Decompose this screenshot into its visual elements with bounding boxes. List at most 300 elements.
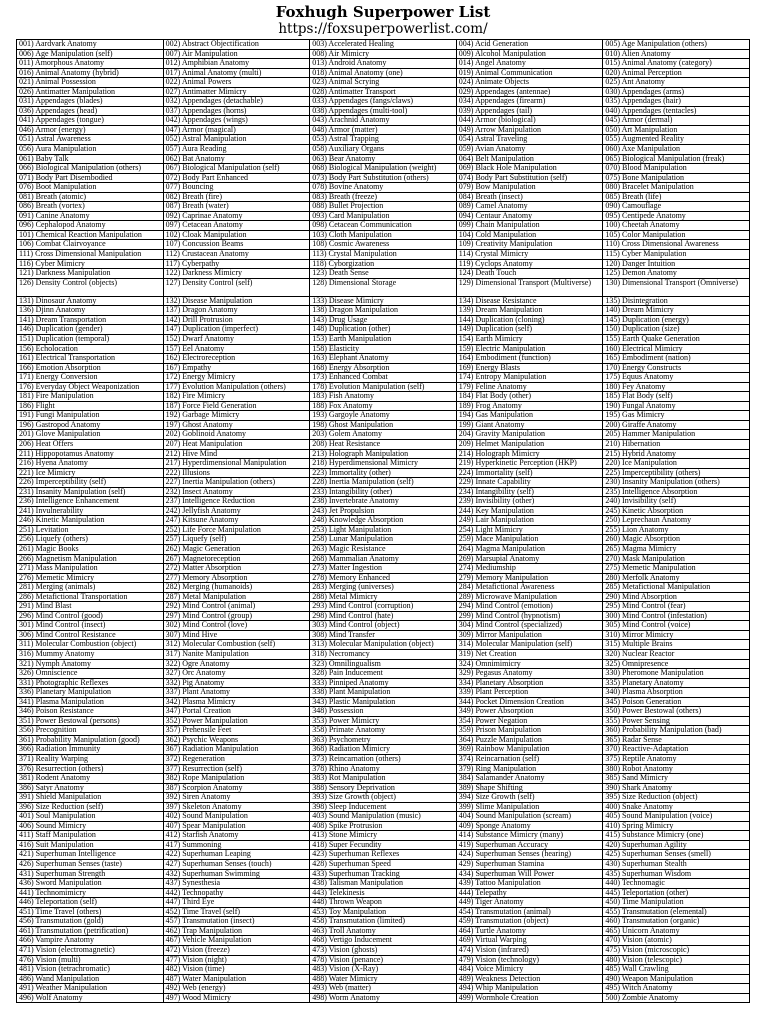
table-row [17, 125, 750, 135]
table-cell: 208) Heat Resistance [310, 439, 457, 449]
table-cell: 392) Siren Anatomy [163, 793, 310, 803]
table-row [17, 59, 750, 69]
table-cell: 083) Breath (freeze) [310, 192, 457, 202]
table-row [17, 78, 750, 88]
table-cell: 278) Memory Enhanced [310, 573, 457, 583]
table-cell: 469) Virtual Warping [456, 936, 603, 946]
table-cell: 151) Duplication (temporal) [17, 334, 164, 344]
table-cell: 322) Ogre Anatomy [163, 659, 310, 669]
table-cell: 216) Hyena Anatomy [17, 459, 164, 469]
table-cell: 124) Death Touch [456, 269, 603, 279]
table-cell: 116) Cyber Mimicry [17, 259, 164, 269]
table-cell: 104) Cold Manipulation [456, 230, 603, 240]
table-cell: 101) Chemical Reaction Manipulation [17, 230, 164, 240]
table-row [17, 296, 750, 306]
table-cell: 118) Cyborgization [310, 259, 457, 269]
table-cell: 314) Molecular Manipulation (self) [456, 640, 603, 650]
table-row [17, 506, 750, 516]
table-row [17, 945, 750, 955]
table-cell: 094) Centaur Anatomy [456, 211, 603, 221]
table-cell: 138) Dragon Manipulation [310, 306, 457, 316]
table-cell: 175) Equus Anatomy [603, 373, 750, 383]
table-cell: 172) Energy Mimicry [163, 373, 310, 383]
table-cell: 025) Ant Anatomy [603, 78, 750, 88]
table-cell: 022) Animal Powers [163, 78, 310, 88]
table-cell: 499) Wormhole Creation [456, 993, 603, 1003]
table-cell: 084) Breath (insect) [456, 192, 603, 202]
table-cell: 273) Matter Ingestion [310, 564, 457, 574]
table-cell: 254) Light Mimicry [456, 525, 603, 535]
table-row [17, 611, 750, 621]
table-cell: 409) Sponge Anatomy [456, 821, 603, 831]
table-row [17, 354, 750, 364]
table-cell: 026) Antimatter Manipulation [17, 87, 164, 97]
table-cell: 003) Accelerated Healing [310, 40, 457, 50]
table-cell: 452) Time Travel (self) [163, 907, 310, 917]
table-cell: 391) Shield Manipulation [17, 793, 164, 803]
table-cell: 096) Cephalopod Anatomy [17, 221, 164, 231]
table-cell: 187) Force Field Generation [163, 401, 310, 411]
table-cell: 195) Gas Mimicry [603, 411, 750, 421]
table-cell: 011) Amorphous Anatomy [17, 59, 164, 69]
table-cell: 032) Appendages (detachable) [163, 97, 310, 107]
table-cell: 050) Art Manipulation [603, 125, 750, 135]
table-cell: 305) Mind Control (voice) [603, 621, 750, 631]
table-row [17, 688, 750, 698]
table-cell: 038) Appendages (multi-tool) [310, 106, 457, 116]
table-cell: 380) Robot Anatomy [603, 764, 750, 774]
table-cell: 472) Vision (freeze) [163, 945, 310, 955]
table-cell: 030) Appendages (arms) [603, 87, 750, 97]
table-cell: 214) Holograph Mimicry [456, 449, 603, 459]
table-row [17, 68, 750, 78]
table-cell: 311) Molecular Combustion (object) [17, 640, 164, 650]
table-cell: 482) Vision (time) [163, 965, 310, 975]
table-cell: 002) Abstract Objectification [163, 40, 310, 50]
table-cell: 385) Sand Mimicry [603, 774, 750, 784]
table-cell: 368) Radiation Mimicry [310, 745, 457, 755]
table-cell: 079) Bow Manipulation [456, 183, 603, 193]
table-row [17, 154, 750, 164]
table-cell: 163) Elephant Anatomy [310, 354, 457, 364]
table-cell: 281) Merging (animals) [17, 583, 164, 593]
table-cell: 471) Vision (electromagnetic) [17, 945, 164, 955]
table-cell: 199) Giant Anatomy [456, 420, 603, 430]
table-cell: 266) Magnetism Manipulation [17, 554, 164, 564]
table-cell: 247) Kitsune Anatomy [163, 516, 310, 526]
table-cell: 090) Camouflage [603, 202, 750, 212]
table-cell: 092) Caprinae Anatomy [163, 211, 310, 221]
table-cell: 437) Synesthesia [163, 879, 310, 889]
table-row [17, 97, 750, 107]
table-cell: 071) Body Part Disembodied [17, 173, 164, 183]
table-row [17, 860, 750, 870]
table-cell: 291) Mind Blast [17, 602, 164, 612]
table-cell: 237) Intelligence Reduction [163, 497, 310, 507]
table-cell: 441) Technomimicry [17, 888, 164, 898]
table-cell: 470) Vision (atomic) [603, 936, 750, 946]
table-cell: 419) Superhuman Accuracy [456, 840, 603, 850]
table-cell: 442) Technopathy [163, 888, 310, 898]
table-cell: 336) Planetary Manipulation [17, 688, 164, 698]
table-cell: 145) Duplication (energy) [603, 315, 750, 325]
table-cell: 287) Metal Manipulation [163, 592, 310, 602]
table-cell: 478) Vision (penance) [310, 955, 457, 965]
table-cell: 122) Darkness Mimicry [163, 269, 310, 279]
table-row [17, 697, 750, 707]
table-cell: 282) Merging (humanoids) [163, 583, 310, 593]
table-cell: 125) Demon Anatomy [603, 269, 750, 279]
table-row [17, 802, 750, 812]
table-cell: 474) Vision (infrared) [456, 945, 603, 955]
table-cell: 455) Transmutation (elemental) [603, 907, 750, 917]
table-cell: 177) Evolution Manipulation (others) [163, 382, 310, 392]
table-cell: 074) Body Part Substitution (self) [456, 173, 603, 183]
table-row [17, 755, 750, 765]
table-cell: 075) Bone Manipulation [603, 173, 750, 183]
table-cell: 396) Size Reduction (self) [17, 802, 164, 812]
table-cell: 434) Superhuman Will Power [456, 869, 603, 879]
table-cell: 350) Power Bestowal (others) [603, 707, 750, 717]
table-cell: 249) Lair Manipulation [456, 516, 603, 526]
table-cell: 399) Slime Manipulation [456, 802, 603, 812]
table-cell: 381) Rodent Anatomy [17, 774, 164, 784]
table-cell: 356) Precognition [17, 726, 164, 736]
table-cell: 042) Appendages (wings) [163, 116, 310, 126]
table-row [17, 735, 750, 745]
table-row [17, 544, 750, 554]
table-cell: 192) Garbage Mimicry [163, 411, 310, 421]
table-cell: 420) Superhuman Agility [603, 840, 750, 850]
table-cell: 276) Memetic Mimicry [17, 573, 164, 583]
table-cell: 500) Zombie Anatomy [603, 993, 750, 1003]
table-cell: 250) Leprechaun Anatomy [603, 516, 750, 526]
table-cell: 358) Primate Anatomy [310, 726, 457, 736]
table-cell: 261) Magic Books [17, 544, 164, 554]
table-cell: 041) Appendages (tongue) [17, 116, 164, 126]
table-row [17, 955, 750, 965]
table-cell: 113) Crystal Manipulation [310, 250, 457, 260]
table-cell: 374) Reincarnation (self) [456, 755, 603, 765]
table-cell: 078) Bovine Anatomy [310, 183, 457, 193]
table-cell: 387) Scorpion Anatomy [163, 783, 310, 793]
table-cell: 309) Mirror Manipulation [456, 630, 603, 640]
table-cell: 091) Canine Anatomy [17, 211, 164, 221]
table-cell: 412) Starfish Anatomy [163, 831, 310, 841]
table-row [17, 669, 750, 679]
table-cell: 120) Danger Intuition [603, 259, 750, 269]
table-cell: 310) Mirror Mimicry [603, 630, 750, 640]
table-cell: 135) Disintegration [603, 296, 750, 306]
table-cell: 397) Skeleton Anatomy [163, 802, 310, 812]
table-cell: 180) Fey Anatomy [603, 382, 750, 392]
table-cell: 186) Flight [17, 401, 164, 411]
table-cell: 102) Cloak Manipulation [163, 230, 310, 240]
table-cell: 081) Breath (atomic) [17, 192, 164, 202]
table-cell: 218) Hyperdimensional Mimicry [310, 459, 457, 469]
table-row [17, 726, 750, 736]
table-cell: 333) Pinniped Anatomy [310, 678, 457, 688]
table-cell: 089) Camel Anatomy [456, 202, 603, 212]
table-cell: 288) Metal Mimicry [310, 592, 457, 602]
table-cell: 034) Appendages (firearm) [456, 97, 603, 107]
table-cell: 110) Cross Dimensional Awareness [603, 240, 750, 250]
table-cell: 046) Armor (energy) [17, 125, 164, 135]
table-cell: 193) Gargoyle Anatomy [310, 411, 457, 421]
table-cell: 164) Embodiment (function) [456, 354, 603, 364]
table-cell: 009) Alcohol Manipulation [456, 49, 603, 59]
table-cell: 364) Puzzle Manipulation [456, 735, 603, 745]
table-cell: 395) Size Reduction (object) [603, 793, 750, 803]
table-cell: 448) Thrown Weapon [310, 898, 457, 908]
table-row [17, 250, 750, 260]
table-row [17, 869, 750, 879]
table-cell: 131) Dinosaur Anatomy [17, 296, 164, 306]
table-row [17, 535, 750, 545]
table-cell: 184) Flat Body (other) [456, 392, 603, 402]
table-row [17, 325, 750, 335]
table-cell: 228) Inertia Manipulation (self) [310, 478, 457, 488]
table-cell: 223) Immortality (other) [310, 468, 457, 478]
table-cell: 112) Crustacean Anatomy [163, 250, 310, 260]
table-row [17, 850, 750, 860]
table-cell: 435) Superhuman Wisdom [603, 869, 750, 879]
table-cell: 300) Mind Control (infestation) [603, 611, 750, 621]
table-cell: 243) Jet Propulsion [310, 506, 457, 516]
table-cell: 321) Nymph Anatomy [17, 659, 164, 669]
table-cell: 141) Dream Transportation [17, 315, 164, 325]
table-cell: 166) Emotion Absorption [17, 363, 164, 373]
table-cell: 015) Animal Anatomy (category) [603, 59, 750, 69]
table-cell: 369) Rainbow Manipulation [456, 745, 603, 755]
table-cell: 498) Worm Anatomy [310, 993, 457, 1003]
table-row [17, 420, 750, 430]
table-cell: 479) Vision (technology) [456, 955, 603, 965]
table-cell: 072) Body Part Enhanced [163, 173, 310, 183]
table-cell: 226) Imperceptibility (self) [17, 478, 164, 488]
table-row [17, 87, 750, 97]
table-row [17, 278, 750, 296]
table-cell: 157) Eel Anatomy [163, 344, 310, 354]
table-row [17, 221, 750, 231]
table-cell: 082) Breath (fire) [163, 192, 310, 202]
table-cell: 152) Dwarf Anatomy [163, 334, 310, 344]
table-cell: 365) Radar Sense [603, 735, 750, 745]
table-cell: 295) Mind Control (fear) [603, 602, 750, 612]
table-cell: 227) Inertia Manipulation (others) [163, 478, 310, 488]
table-row [17, 602, 750, 612]
table-cell: 331) Photographic Reflexes [17, 678, 164, 688]
table-cell: 404) Sound Manipulation (scream) [456, 812, 603, 822]
table-row [17, 430, 750, 440]
table-cell: 189) Frog Anatomy [456, 401, 603, 411]
table-cell: 283) Merging (universes) [310, 583, 457, 593]
table-row [17, 840, 750, 850]
table-cell: 109) Creativity Manipulation [456, 240, 603, 250]
table-cell: 375) Reptile Anatomy [603, 755, 750, 765]
table-cell: 431) Superhuman Strength [17, 869, 164, 879]
table-cell: 259) Mace Manipulation [456, 535, 603, 545]
table-row [17, 936, 750, 946]
table-row [17, 49, 750, 59]
table-cell: 268) Mammalian Anatomy [310, 554, 457, 564]
table-cell: 115) Cyber Manipulation [603, 250, 750, 260]
table-cell: 129) Dimensional Transport (Multiverse) [456, 278, 603, 296]
table-cell: 206) Heat Offers [17, 439, 164, 449]
table-cell: 240) Invisibility (self) [603, 497, 750, 507]
table-cell: 105) Color Manipulation [603, 230, 750, 240]
table-cell: 408) Spike Protrusion [310, 821, 457, 831]
table-row [17, 145, 750, 155]
table-cell: 265) Magma Mimicry [603, 544, 750, 554]
table-cell: 004) Acid Generation [456, 40, 603, 50]
table-cell: 029) Appendages (antennae) [456, 87, 603, 97]
table-cell: 128) Dimensional Storage [310, 278, 457, 296]
table-cell: 378) Rhino Anatomy [310, 764, 457, 774]
table-cell: 468) Vertigo Inducement [310, 936, 457, 946]
table-cell: 492) Web (energy) [163, 984, 310, 994]
table-cell: 362) Psychic Weapons [163, 735, 310, 745]
table-cell: 106) Combat Clairvoyance [17, 240, 164, 250]
table-cell: 031) Appendages (blades) [17, 97, 164, 107]
table-cell: 456) Transmutation (gold) [17, 917, 164, 927]
table-cell: 477) Vision (night) [163, 955, 310, 965]
table-cell: 065) Biological Manipulation (freak) [603, 154, 750, 164]
table-cell: 224) Immortality (self) [456, 468, 603, 478]
table-row [17, 812, 750, 822]
table-cell: 360) Probability Manipulation (bad) [603, 726, 750, 736]
table-cell: 098) Cetacean Communication [310, 221, 457, 231]
table-cell: 403) Sound Manipulation (music) [310, 812, 457, 822]
table-cell: 363) Psychometry [310, 735, 457, 745]
table-cell: 449) Tiger Anatomy [456, 898, 603, 908]
table-cell: 201) Glove Manipulation [17, 430, 164, 440]
table-cell: 348) Possession [310, 707, 457, 717]
table-row [17, 525, 750, 535]
table-cell: 044) Armor (biological) [456, 116, 603, 126]
table-cell: 293) Mind Control (corruption) [310, 602, 457, 612]
table-row [17, 554, 750, 564]
table-cell: 230) Insanity Manipulation (others) [603, 478, 750, 488]
table-cell: 099) Chain Manipulation [456, 221, 603, 231]
table-cell: 438) Talisman Manipulation [310, 879, 457, 889]
table-cell: 315) Multiple Brains [603, 640, 750, 650]
table-cell: 332) Pig Anatomy [163, 678, 310, 688]
table-cell: 383) Rot Manipulation [310, 774, 457, 784]
table-row [17, 459, 750, 469]
table-cell: 010) Alien Anatomy [603, 49, 750, 59]
table-cell: 162) Electroreception [163, 354, 310, 364]
table-cell: 202) Goblinoid Anatomy [163, 430, 310, 440]
table-cell: 219) Hyperkinetic Perception (HKP) [456, 459, 603, 469]
table-cell: 366) Radiation Immunity [17, 745, 164, 755]
table-cell: 450) Time Manipulation [603, 898, 750, 908]
table-cell: 245) Kinetic Absorption [603, 506, 750, 516]
table-cell: 296) Mind Control (good) [17, 611, 164, 621]
table-cell: 370) Reactive-Adaptation [603, 745, 750, 755]
table-cell: 048) Armor (matter) [310, 125, 457, 135]
table-cell: 353) Power Mimicry [310, 716, 457, 726]
table-cell: 447) Third Eye [163, 898, 310, 908]
table-cell: 316) Mummy Anatomy [17, 650, 164, 660]
table-cell: 425) Superhuman Senses (smell) [603, 850, 750, 860]
table-cell: 086) Breath (vortex) [17, 202, 164, 212]
table-cell: 213) Holograph Manipulation [310, 449, 457, 459]
table-cell: 068) Biological Manipulation (weight) [310, 164, 457, 174]
table-cell: 459) Transmutation (object) [456, 917, 603, 927]
table-cell: 147) Duplication (imperfect) [163, 325, 310, 335]
table-row [17, 974, 750, 984]
table-cell: 494) Whip Manipulation [456, 984, 603, 994]
table-cell: 335) Planetary Anatomy [603, 678, 750, 688]
table-cell: 117) Cyberpathy [163, 259, 310, 269]
table-cell: 024) Animate Objects [456, 78, 603, 88]
table-cell: 197) Ghost Anatomy [163, 420, 310, 430]
table-cell: 190) Fungal Anatomy [603, 401, 750, 411]
table-row [17, 592, 750, 602]
table-cell: 181) Fire Manipulation [17, 392, 164, 402]
table-cell: 174) Entropy Manipulation [456, 373, 603, 383]
table-cell: 480) Vision (telescopic) [603, 955, 750, 965]
table-cell: 160) Electrical Mimicry [603, 344, 750, 354]
table-cell: 294) Mind Control (emotion) [456, 602, 603, 612]
table-row [17, 164, 750, 174]
table-cell: 318) Necromancy [310, 650, 457, 660]
table-cell: 258) Lunar Manipulation [310, 535, 457, 545]
table-row [17, 478, 750, 488]
table-cell: 020) Animal Perception [603, 68, 750, 78]
table-cell: 212) Hive Mind [163, 449, 310, 459]
table-cell: 413) Stone Mimicry [310, 831, 457, 841]
table-cell: 057) Aura Reading [163, 145, 310, 155]
table-cell: 414) Substance Mimicry (many) [456, 831, 603, 841]
table-cell: 458) Transmutation (limited) [310, 917, 457, 927]
table-cell: 280) Merfolk Anatomy [603, 573, 750, 583]
table-cell: 204) Gravity Manipulation [456, 430, 603, 440]
table-cell: 136) Djinn Anatomy [17, 306, 164, 316]
table-cell: 329) Pegasus Anatomy [456, 669, 603, 679]
table-row [17, 344, 750, 354]
table-row [17, 707, 750, 717]
table-cell: 462) Trap Manipulation [163, 926, 310, 936]
table-row [17, 240, 750, 250]
table-cell: 123) Death Sense [310, 269, 457, 279]
table-cell: 371) Reality Warping [17, 755, 164, 765]
table-row [17, 630, 750, 640]
table-cell: 373) Reincarnation (others) [310, 755, 457, 765]
table-cell: 424) Superhuman Senses (hearing) [456, 850, 603, 860]
table-cell: 457) Transmutation (insect) [163, 917, 310, 927]
table-row [17, 917, 750, 927]
table-cell: 225) Imperceptibility (others) [603, 468, 750, 478]
table-cell: 153) Earth Manipulation [310, 334, 457, 344]
table-cell: 394) Size Growth (self) [456, 793, 603, 803]
table-cell: 161) Electrical Transportation [17, 354, 164, 364]
table-cell: 497) Wood Mimicry [163, 993, 310, 1003]
table-row [17, 183, 750, 193]
table-cell: 274) Mediumship [456, 564, 603, 574]
table-cell: 238) Invertebrate Anatomy [310, 497, 457, 507]
table-cell: 087) Breath (water) [163, 202, 310, 212]
table-cell: 150) Duplication (size) [603, 325, 750, 335]
table-cell: 217) Hyperdimensional Manipulation [163, 459, 310, 469]
table-cell: 255) Lion Anatomy [603, 525, 750, 535]
table-cell: 292) Mind Control (animal) [163, 602, 310, 612]
table-cell: 260) Magic Absorption [603, 535, 750, 545]
table-row [17, 965, 750, 975]
table-cell: 443) Telekinesis [310, 888, 457, 898]
table-cell: 422) Superhuman Leaping [163, 850, 310, 860]
